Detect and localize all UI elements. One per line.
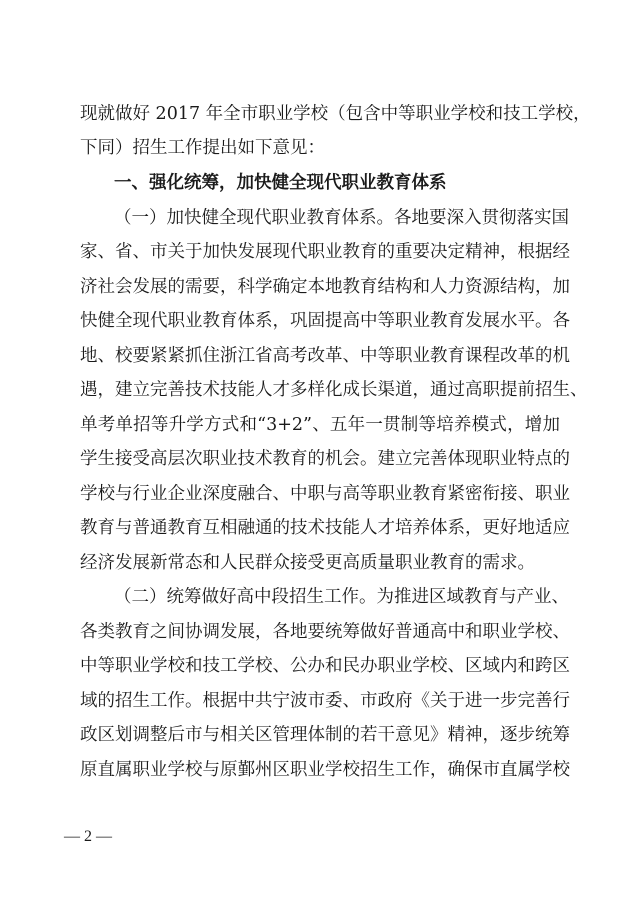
section-heading: 一、强化统筹，加快健全现代职业教育体系	[114, 173, 447, 193]
intro-line-1: 现就做好 2017 年全市职业学校（包含中等职业学校和技工学校，	[80, 104, 591, 124]
paragraph-2-line: 政区划调整后市与相关区管理体制的若干意见》精神，逐步统筹	[80, 725, 570, 745]
paragraph-1-line: 教育与普通教育互相融通的技术技能人才培养体系，更好地适应	[80, 518, 570, 538]
paragraph-2-line: 原直属职业学校与原鄞州区职业学校招生工作，确保市直属学校	[80, 760, 570, 780]
paragraph-2-line: 域的招生工作。根据中共宁波市委、市政府《关于进一步完善行	[80, 691, 570, 711]
paragraph-1-line: 地、校要紧紧抓住浙江省高考改革、中等职业教育课程改革的机	[80, 346, 570, 366]
paragraph-1-line: 遇，建立完善技术技能人才多样化成长渠道，通过高职提前招生、	[80, 380, 588, 400]
intro-line-2: 下同）招生工作提出如下意见：	[80, 138, 325, 158]
paragraph-1-line: 经济发展新常态和人民群众接受更高质量职业教育的需求。	[80, 553, 535, 573]
paragraph-1-line: 快健全现代职业教育体系，巩固提高中等职业教育发展水平。各	[80, 311, 570, 331]
paragraph-1-line: 单考单招等升学方式和“3+2”、五年一贯制等培养模式，增加	[80, 415, 560, 435]
page-number: — 2 —	[64, 828, 112, 845]
paragraph-1-line: 学生接受高层次职业技术教育的机会。建立完善体现职业特点的	[80, 449, 570, 469]
paragraph-2-line: 中等职业学校和技工学校、公办和民办职业学校、区域内和跨区	[80, 656, 570, 676]
paragraph-2-line: 各类教育之间协调发展，各地要统筹做好普通高中和职业学校、	[80, 622, 570, 642]
paragraph-2-line: （二）统筹做好高中段招生工作。为推进区域教育与产业、	[114, 587, 569, 607]
paragraph-1-line: 济社会发展的需要，科学确定本地教育结构和人力资源结构，加	[80, 277, 570, 297]
paragraph-1-line: 家、省、市关于加快发展现代职业教育的重要决定精神，根据经	[80, 242, 570, 262]
paragraph-1-line: （一）加快健全现代职业教育体系。各地要深入贯彻落实国	[114, 208, 569, 228]
paragraph-1-line: 学校与行业企业深度融合、中职与高等职业教育紧密衔接、职业	[80, 484, 570, 504]
